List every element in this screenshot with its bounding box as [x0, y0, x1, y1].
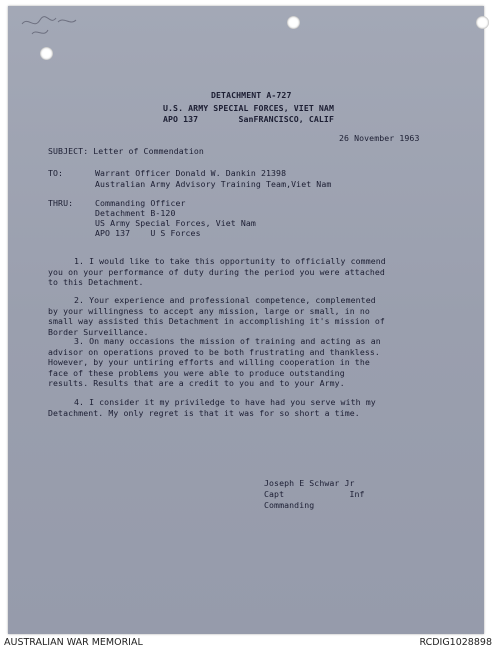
- to-recipient: Warrant Officer Donald W. Dankin 21398: [95, 168, 287, 178]
- archive-reference: RCDIG1028898: [419, 637, 492, 648]
- thru-line-2: Detachment B-120: [95, 208, 176, 218]
- paragraph-2: 2. Your experience and professional competence, complemented by your willingness to accept any mission, large or small, in no small way assisted this Detachment in accomplishing it's mission of Border Surveillance.: [48, 295, 385, 337]
- punch-hole: [40, 47, 53, 60]
- to-unit: Australian Army Advisory Training Team,Viet Nam: [95, 179, 332, 189]
- punch-hole: [287, 16, 300, 29]
- thru-line-4: APO 137 U S Forces: [95, 228, 201, 238]
- archive-credit: AUSTRALIAN WAR MEMORIAL: [4, 637, 143, 648]
- paragraph-1: 1. I would like to take this opportunity to officially commend you on your performance of duty during the period you were attached to this Detachment.: [48, 256, 386, 287]
- thru-label: THRU:: [48, 198, 74, 208]
- signature-rank: Capt Inf: [264, 489, 365, 499]
- letterhead-unit: DETACHMENT A-727: [211, 90, 292, 100]
- signature-title: Commanding: [264, 500, 315, 510]
- subject-line: SUBJECT: Letter of Commendation: [48, 146, 204, 156]
- letter-date: 26 November 1963: [339, 133, 420, 143]
- letterhead-organization: U.S. ARMY SPECIAL FORCES, VIET NAM: [163, 103, 334, 113]
- paragraph-4: 4. I consider it my priviledge to have had you serve with my Detachment. My only regret is that it was for so short a time.: [48, 397, 376, 418]
- paragraph-3: 3. On many occasions the mission of training and acting as an advisor on operations proved to be both frustrating and thankless. However, by your untiring efforts and willing cooperation in the face of these problems you were able to produce outstanding results. Results that are a credit to you and to your Army.: [48, 336, 381, 388]
- letterhead-address: APO 137 SanFRANCISCO, CALIF: [163, 114, 334, 124]
- thru-line-1: Commanding Officer: [95, 198, 186, 208]
- signature-name: Joseph E Schwar Jr: [264, 478, 355, 488]
- pencil-annotation: [18, 10, 98, 50]
- thru-line-3: US Army Special Forces, Viet Nam: [95, 218, 256, 228]
- to-label: TO:: [48, 168, 64, 178]
- punch-hole: [476, 16, 489, 29]
